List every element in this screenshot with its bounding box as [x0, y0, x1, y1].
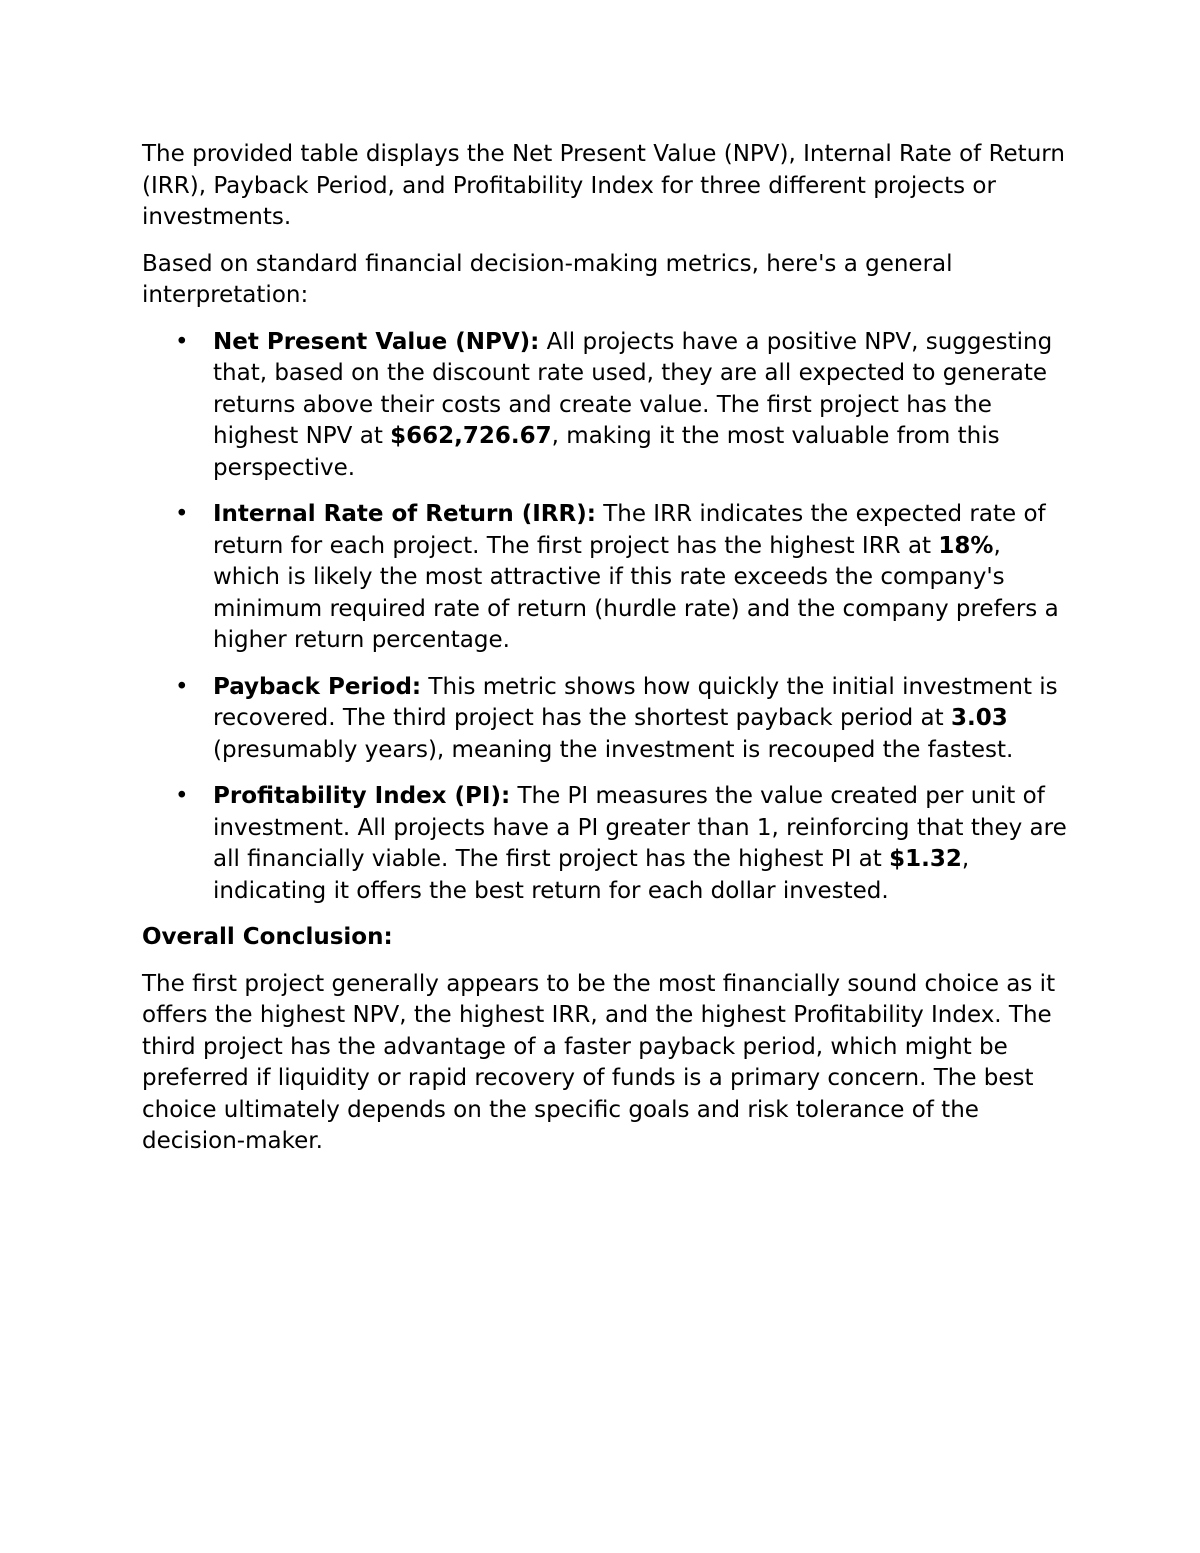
document-page — [142, 139, 1072, 1173]
text-irr-2: , which is likely the most attractive if this rate exceeds the company's minimum required rate of return (hurdle rate) and the company prefers a higher return percentage. — [213, 532, 1059, 653]
value-pi: $1.32 — [889, 846, 962, 872]
bullet-icon: • — [175, 783, 189, 809]
list-item-irr — [142, 499, 1072, 657]
list-item-payback — [142, 672, 1072, 767]
value-irr: 18% — [938, 532, 994, 559]
bullet-icon: • — [175, 501, 189, 527]
value-npv: $662,726.67 — [390, 423, 552, 449]
conclusion-paragraph: The first project generally appears to be the most financially sound choice as it offers the highest NPV, the highest IRR, and the highest Profitability Index. The third project has the advantage of a faster payback period, which might be preferred if liquidity or rapid recovery of funds is a primary concern. The best choice ultimately depends on the specific goals and risk tolerance of the decision-maker. — [142, 970, 1056, 1154]
value-payback: 3.03 — [950, 705, 1008, 731]
text-payback-1: This metric shows how quickly the initial investment is recovered. The third project has the shortest payback period at — [213, 673, 1058, 731]
term-irr: Internal Rate of Return (IRR): — [213, 501, 596, 527]
list-item-npv — [142, 327, 1072, 485]
text-npv-1: All projects have a positive NPV, suggesting that, based on the discount rate used, they are all expected to generate returns above their costs and create value. The first project has the highest NPV at — [213, 328, 1053, 449]
bullet-icon: • — [175, 328, 189, 355]
lead-paragraph: Based on standard financial decision-making metrics, here's a general interpretation: — [142, 250, 953, 308]
metrics-list — [142, 327, 1072, 908]
term-payback: Payback Period: — [213, 673, 422, 700]
conclusion-heading: Overall Conclusion: — [142, 924, 393, 950]
list-item-pi — [142, 781, 1072, 907]
text-pi-2: , indicating it offers the best return for each dollar invested. — [213, 846, 970, 904]
term-pi: Profitability Index (PI): — [213, 783, 511, 809]
text-payback-2: (presumably years), meaning the investment is recouped the fastest. — [213, 736, 1014, 763]
bullet-icon: • — [175, 673, 189, 700]
term-npv: Net Present Value (NPV): — [213, 328, 540, 355]
text-pi-1: The PI measures the value created per unit of investment. All projects have a PI greater than 1, reinforcing that they are all financially viable. The first project has the highest PI at — [213, 783, 1067, 872]
text-npv-2: , making it the most valuable from this perspective. — [213, 423, 1000, 481]
intro-paragraph: The provided table displays the Net Present Value (NPV), Internal Rate of Return (IRR), Payback Period, and Profitability Index for three different projects or investments. — [142, 141, 1065, 230]
text-irr-1: The IRR indicates the expected rate of return for each project. The first project has the highest IRR at — [213, 501, 1046, 559]
